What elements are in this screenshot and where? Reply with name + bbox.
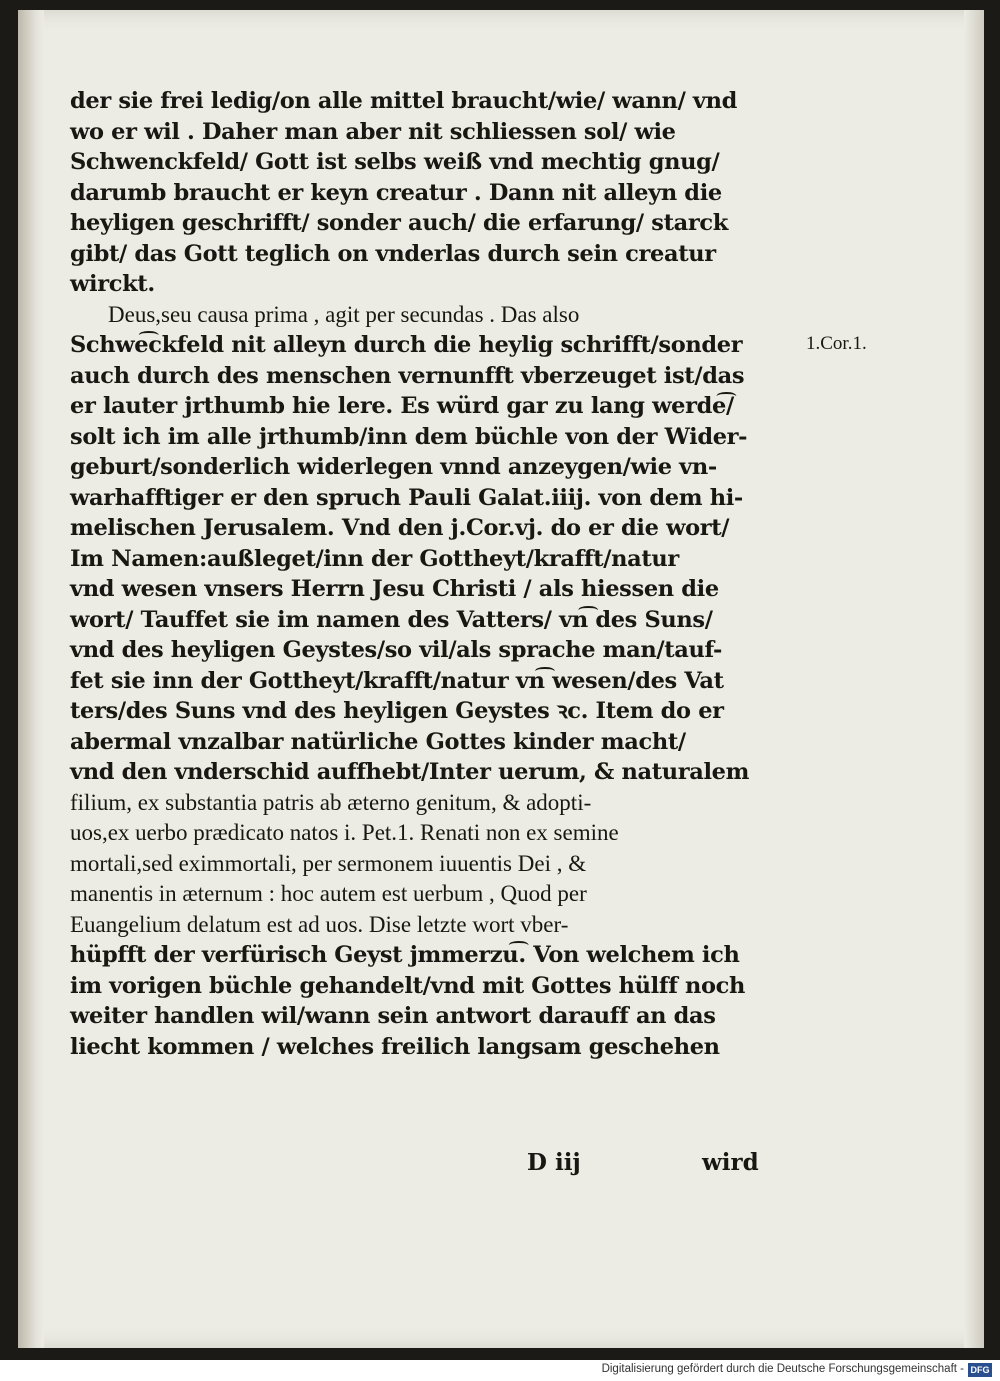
text-line: warhafftiger er den spruch Pauli Galat.iiij. von dem hi- xyxy=(70,484,743,511)
text-line: filium, ex substantia patris ab æterno genitum, & adopti- xyxy=(70,789,592,815)
footer-bar xyxy=(0,1360,1000,1381)
margin-note: 1.Cor.1. xyxy=(806,333,867,354)
text-line: Im Namen:außleget/inn der Gottheyt/krafft/natur xyxy=(70,545,679,572)
text-line: weiter handlen wil/wann sein antwort darauff an das xyxy=(70,1003,716,1029)
text-line: wirckt. xyxy=(70,271,155,297)
text-line: auch durch des menschen vernunfft vberzeuget ist/das xyxy=(70,362,745,389)
text-line: uos,ex uerbo prædicato natos i. Pet.1. Renati non ex semine xyxy=(70,820,619,845)
text-line: vnd wesen vnsers Herrn Jesu Christi / als hiessen die xyxy=(70,576,719,602)
text-line: liecht kommen / welches freilich langsam geschehen xyxy=(70,1033,720,1060)
text-line: abermal vnzalbar natürliche Gottes kinder macht/ xyxy=(70,728,686,755)
footer-credit: Digitalisierung gefördert durch die Deutsche Forschungsgemeinschaft - xyxy=(601,1363,964,1375)
text-line: gibt/ das Gott teglich on vnderlas durch sein creatur xyxy=(70,240,716,267)
text-line: Schwe͡ckfeld nit alleyn durch die heylig schrifft/sonder xyxy=(70,332,743,358)
text-line: solt ich im alle jrthumb/inn dem büchle von der Wider- xyxy=(70,423,748,450)
text-line: hüpfft der verfürisch Geyst jmmerzu͡. Von welchem ich xyxy=(70,942,740,968)
dfg-logo: DFG xyxy=(968,1363,992,1377)
text-line: geburt/sonderlich widerlegen vnnd anzeygen/wie vn- xyxy=(70,454,717,480)
text-line: ters/des Suns vnd des heyligen Geystes ꝛc. Item do er xyxy=(70,698,724,724)
catchword: wird xyxy=(702,1149,759,1176)
text-line: Deus,seu causa prima , agit per secundas . Das also xyxy=(108,301,580,327)
text-line: fet sie inn der Gottheyt/krafft/natur vn͡ wesen/des Vat xyxy=(70,667,724,694)
page-edge xyxy=(964,10,984,1348)
text-line: vnd den vnderschid auffhebt/Inter uerum, & naturalem xyxy=(70,759,750,785)
text-line: melischen Jerusalem. Vnd den j.Cor.vj. do er die wort/ xyxy=(70,515,730,541)
page-gutter xyxy=(18,10,44,1348)
text-line: im vorigen büchle gehandelt/vnd mit Gottes hülff noch xyxy=(70,972,746,999)
text-line: Euangelium delatum est ad uos. Dise letzte wort vber- xyxy=(70,911,569,937)
text-line: darumb braucht er keyn creatur . Dann nit alleyn die xyxy=(70,179,722,206)
text-line: Schwenckfeld/ Gott ist selbs weiß vnd mechtig gnug/ xyxy=(70,149,720,175)
signature-mark: D iij xyxy=(527,1149,581,1176)
text-line: vnd des heyligen Geystes/so vil/als sprache man/tauf- xyxy=(70,637,723,663)
text-line: wo er wil . Daher man aber nit schliessen sol/ wie xyxy=(70,118,676,145)
text-line: der sie frei ledig/on alle mittel braucht/wie/ wann/ vnd xyxy=(70,88,738,114)
text-line: er lauter jrthumb hie lere. Es würd gar zu lang werde͡/ xyxy=(70,393,734,419)
text-line: heyligen geschrifft/ sonder auch/ die erfarung/ starck xyxy=(70,210,728,236)
text-line: wort/ Tauffet sie im namen des Vatters/ vn͡ des Suns/ xyxy=(70,606,713,633)
body-text xyxy=(70,86,810,1062)
text-line: mortali,sed eximmortali, per sermonem iuuentis Dei , & xyxy=(70,850,587,876)
text-line: manentis in æternum : hoc autem est uerbum , Quod per xyxy=(70,881,587,906)
